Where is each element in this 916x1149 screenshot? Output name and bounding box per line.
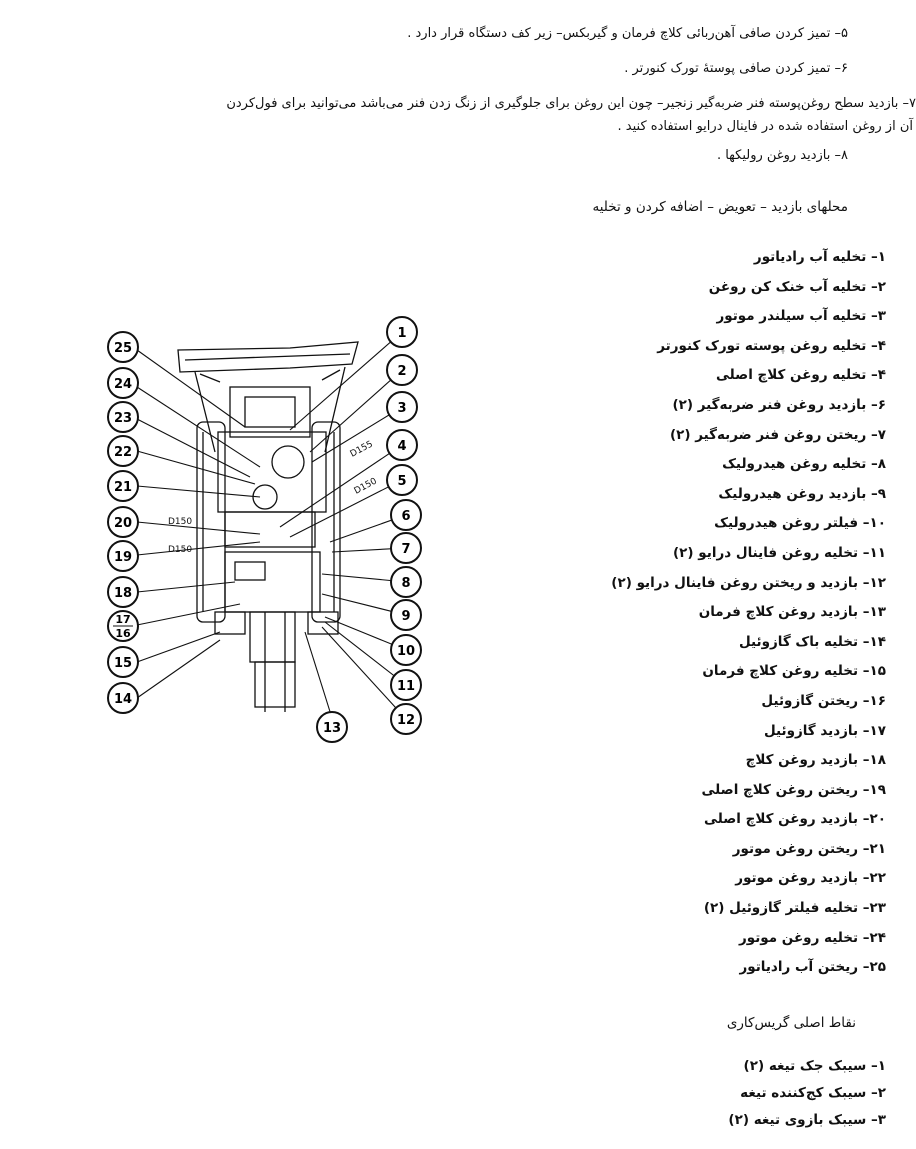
callout-7 [391,533,421,563]
list-item: ۶– بازدید روغن فنر ضربه‌گیر (۲) [672,396,886,413]
callout-5 [387,465,417,495]
svg-text:17: 17 [115,613,131,626]
list-item: ۱– تخلیه آب رادیاتور [753,249,886,265]
list-item: ۱۷– بازدید گازوئیل [763,722,886,739]
locations-list [611,243,886,983]
list-item: ۱۵– تخلیه روغن کلاچ فرمان [702,663,886,680]
callout-13 [317,712,347,742]
list-item: ۱۴– تخلیه باک گازوئیل [738,633,886,650]
callout-6 [391,500,421,530]
list-item: ۱۶– ریختن گازوئیل [761,692,886,709]
svg-text:9: 9 [401,609,411,624]
note-line: آن از روغن استفاده شده در فاینال درایو استفاده کنید . [617,119,913,134]
callout-22 [108,436,138,466]
callout-24 [108,368,138,398]
callout-20 [108,507,138,537]
note-line: ۵– تمیز کردن صافی آهن‌ربائی کلاچ فرمان و گیربکس– زیر کف دستگاه قرار دارد . [407,26,848,41]
grease-title: نقاط اصلی گریس‌کاری [726,1015,856,1031]
callout-19 [108,541,138,571]
svg-text:6: 6 [401,509,411,524]
callout-4 [387,430,417,460]
svg-text:11: 11 [396,679,416,694]
svg-text:2: 2 [397,364,407,379]
callout-25 [108,332,138,362]
callout-18 [108,577,138,607]
svg-text:22: 22 [113,445,133,460]
list-item: ۲۱– ریختن روغن موتور [732,840,886,857]
callout-1 [387,317,417,347]
svg-text:4: 4 [397,439,407,454]
callout-14 [108,683,138,713]
list-item: ۱۲– بازدید و ریختن روغن فاینال درایو (۲) [611,574,886,591]
svg-text:21: 21 [113,480,133,495]
list-item: ۴– تخلیه روغن پوسته تورک کنورتر [657,337,886,354]
list-item: ۸– تخلیه روغن هیدرولیک [722,456,886,473]
callout-9 [391,600,421,630]
callout-3 [387,392,417,422]
callout-11 [391,670,421,700]
svg-text:7: 7 [401,542,411,557]
list-item: ۱۹– ریختن روغن کلاچ اصلی [701,781,886,798]
callout-12 [391,704,421,734]
left-callouts [108,332,138,713]
callout-21 [108,471,138,501]
svg-text:16: 16 [115,627,131,640]
list-item: ۲۴– تخلیه روغن موتور [738,929,886,946]
callout-8 [391,567,421,597]
callout-23 [108,402,138,432]
svg-text:14: 14 [113,692,133,707]
list-item: ۱– سیبک جک تیغه (۲) [743,1058,886,1074]
plug-label: D150 [352,476,379,497]
list-item: ۳– سیبک بازوی تیغه (۲) [728,1112,886,1128]
list-item: ۱۰– فیلتر روغن هیدرولیک [714,515,886,532]
note-line: ۶– تمیز کردن صافی پوستهٔ تورک کنورتر . [624,61,848,76]
list-item: ۲۰– بازدید روغن کلاچ اصلی [704,811,886,828]
list-item: ۲۳– تخلیه فیلتر گازوئیل (۲) [703,900,886,917]
callout-17-16 [108,611,138,641]
svg-text:23: 23 [113,411,133,426]
svg-text:25: 25 [113,341,133,356]
list-item: ۱۳– بازدید روغن کلاچ فرمان [698,604,886,621]
svg-text:10: 10 [396,644,416,659]
dozer-diagram [100,312,440,752]
svg-text:1: 1 [397,326,407,341]
svg-text:24: 24 [113,377,133,392]
svg-text:3: 3 [397,401,407,416]
svg-text:19: 19 [113,550,133,565]
svg-text:8: 8 [401,576,411,591]
svg-text:18: 18 [113,586,133,601]
callout-2 [387,355,417,385]
note-line: ۸– بازدید روغن رولیکها . [716,148,848,163]
list-item: ۲– سیبک کج‌کننده تیغه [740,1085,886,1101]
plug-label: D150 [168,517,193,527]
svg-text:15: 15 [113,656,133,671]
plug-label: D150 [168,545,193,555]
list-item: ۲۲– بازدید روغن موتور [735,870,886,887]
list-item: ۲– تخلیه آب خنک کن روغن [708,278,886,295]
list-item: ۱۸– بازدید روغن کلاچ [745,752,886,769]
list-item: ۱۱– تخلیه روغن فاینال درایو (۲) [673,544,886,561]
section-title: محلهای بازدید – تعویض – اضافه کردن و تخلیه [592,199,848,215]
svg-text:5: 5 [397,474,407,489]
list-item: ۲۵– ریختن آب رادیاتور [739,959,886,976]
note-line: ۷– بازدید سطح روغن‌پوسته فنر ضربه‌گیر زنجیر– چون این روغن برای جلوگیری از زنگ زدن فنر می‌باشد می‌توانید برای فول‌کردن [226,96,916,111]
svg-text:12: 12 [396,713,416,728]
callout-15 [108,647,138,677]
plug-label: D155 [348,439,375,460]
svg-text:20: 20 [113,516,133,531]
list-item: ۳– تخلیه آب سیلندر موتور [716,308,886,325]
list-item: ۷– ریختن روغن فنر ضربه‌گیر (۲) [669,426,886,443]
list-item: ۴– تخلیه روغن کلاچ اصلی [715,367,886,384]
dozer-outline [178,342,358,712]
callout-10 [391,635,421,665]
grease-list [728,1053,886,1134]
list-item: ۹– بازدید روغن هیدرولیک [718,485,886,502]
svg-text:13: 13 [322,721,342,736]
